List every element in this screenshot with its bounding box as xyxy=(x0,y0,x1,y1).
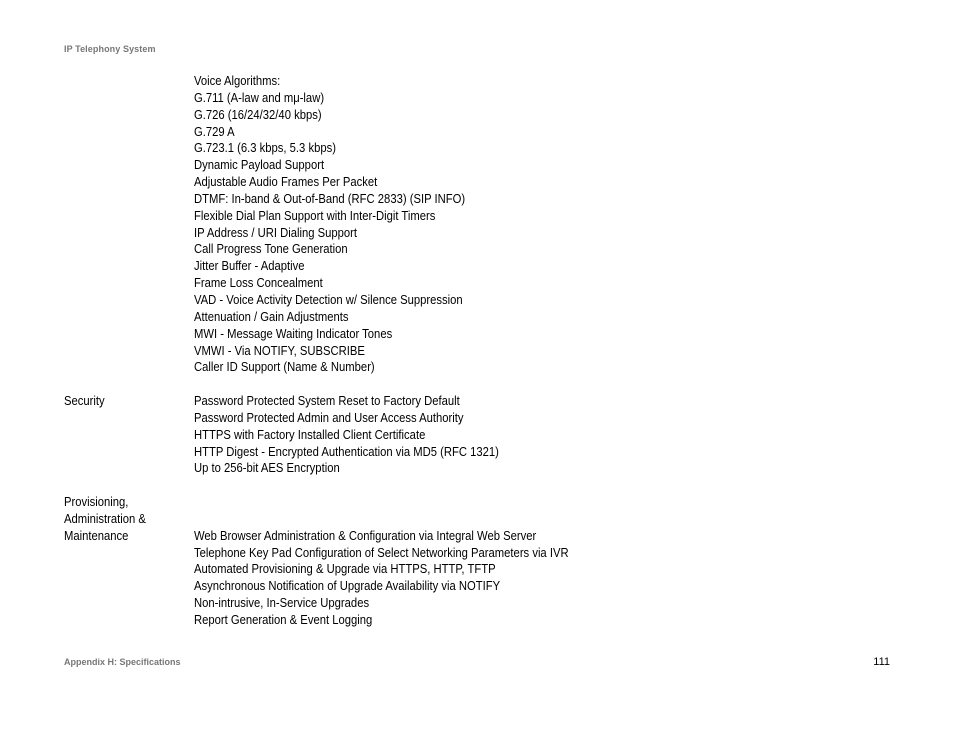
spec-item: Automated Provisioning & Upgrade via HTTPS, HTTP, TFTP xyxy=(194,562,496,577)
spec-items-voice xyxy=(194,73,924,376)
spec-items-provisioning xyxy=(194,494,924,629)
spec-label-line: Provisioning, xyxy=(64,495,129,509)
spec-item: HTTPS with Factory Installed Client Certificate xyxy=(194,427,426,442)
spec-label-line: Administration & xyxy=(64,511,146,526)
spec-item: Attenuation / Gain Adjustments xyxy=(194,309,349,324)
spec-item: HTTP Digest - Encrypted Authentication via MD5 (RFC 1321) xyxy=(194,444,499,459)
spec-item: Non-intrusive, In-Service Upgrades xyxy=(194,596,370,611)
spec-item: DTMF: In-band & Out-of-Band (RFC 2833) (SIP INFO) xyxy=(194,191,466,206)
spec-label-line: Security xyxy=(64,393,105,408)
spec-item: Adjustable Audio Frames Per Packet xyxy=(194,175,378,190)
spec-item: VAD - Voice Activity Detection w/ Silence Suppression xyxy=(194,292,463,307)
spec-item: Flexible Dial Plan Support with Inter-Digit Timers xyxy=(194,208,436,223)
spec-content xyxy=(64,73,924,646)
spec-item: Dynamic Payload Support xyxy=(194,158,325,173)
spec-item: Telephone Key Pad Configuration of Select Networking Parameters via IVR xyxy=(194,545,569,560)
spec-item: Password Protected System Reset to Factory Default xyxy=(194,393,460,408)
spec-item: IP Address / URI Dialing Support xyxy=(194,225,358,240)
spec-item: Up to 256-bit AES Encryption xyxy=(194,461,340,476)
spec-item: Jitter Buffer - Adaptive xyxy=(194,259,305,274)
spec-item: G.726 (16/24/32/40 kbps) xyxy=(194,107,322,122)
spec-item: Report Generation & Event Logging xyxy=(194,612,373,627)
spec-label-security xyxy=(64,393,181,477)
spec-item: G.729 A xyxy=(194,124,235,139)
spec-item: Password Protected Admin and User Access Authority xyxy=(194,410,464,425)
spec-section-provisioning xyxy=(64,494,924,629)
spec-item: Voice Algorithms: xyxy=(194,74,281,88)
spec-item: VMWI - Via NOTIFY, SUBSCRIBE xyxy=(194,343,365,358)
page-number: 111 xyxy=(873,656,890,668)
spec-item: G.711 (A-law and mμ-law) xyxy=(194,90,325,105)
spec-label-line: Maintenance xyxy=(64,528,129,543)
spec-item-spacer xyxy=(194,494,851,528)
spec-section-voice xyxy=(64,73,924,376)
spec-item: G.723.1 (6.3 kbps, 5.3 kbps) xyxy=(194,141,336,156)
spec-label-provisioning xyxy=(64,494,181,629)
page-header: IP Telephony System xyxy=(64,44,156,54)
spec-item: MWI - Message Waiting Indicator Tones xyxy=(194,326,393,341)
spec-item: Caller ID Support (Name & Number) xyxy=(194,360,375,375)
spec-item: Web Browser Administration & Configuration via Integral Web Server xyxy=(194,528,537,543)
page-footer: Appendix H: Specifications xyxy=(64,657,181,667)
spec-item: Call Progress Tone Generation xyxy=(194,242,348,257)
spec-item: Asynchronous Notification of Upgrade Availability via NOTIFY xyxy=(194,579,501,594)
spec-label-voice xyxy=(64,73,181,376)
spec-item: Frame Loss Concealment xyxy=(194,276,323,291)
spec-items-security xyxy=(194,393,924,477)
spec-section-security xyxy=(64,393,924,477)
